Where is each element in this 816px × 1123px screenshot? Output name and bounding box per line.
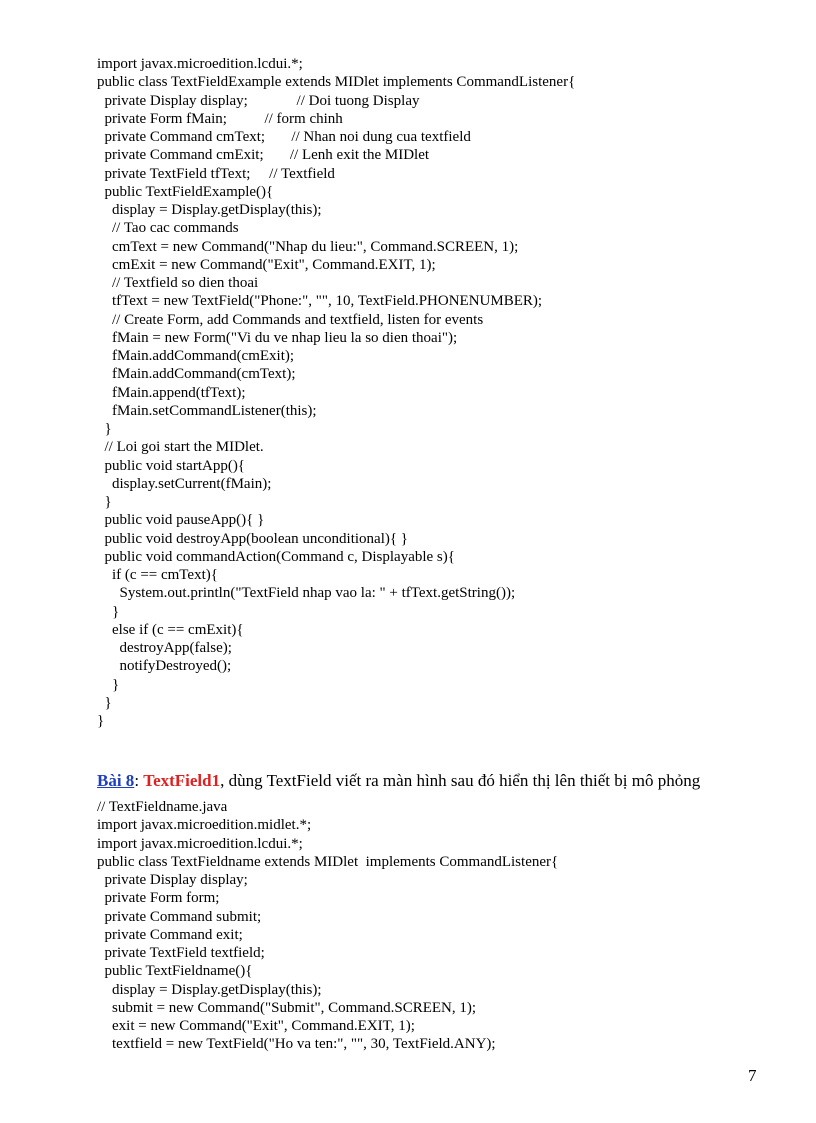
- code-line: public void commandAction(Command c, Displayable s){: [97, 548, 455, 565]
- code-line: submit = new Command("Submit", Command.SCREEN, 1);: [97, 999, 477, 1016]
- code-line: fMain.append(tfText);: [97, 384, 246, 401]
- code-line: // Textfield so dien thoai: [97, 275, 259, 291]
- code-line: private Command cmExit; // Lenh exit the MIDlet: [97, 147, 430, 164]
- code-line: private Display display;: [97, 872, 248, 888]
- code-line: // Create Form, add Commands and textfield, listen for events: [97, 311, 484, 328]
- code-line: public TextFieldname(){: [97, 963, 253, 980]
- code-line: import javax.microedition.lcdui.*;: [97, 835, 303, 852]
- code-line: if (c == cmText){: [97, 567, 218, 583]
- code-line: private Command submit;: [97, 908, 262, 925]
- exercise-description: , dùng TextField viết ra màn hình sau đó hiển thị lên thiết bị mô phỏng: [220, 771, 701, 790]
- code-block-1: [97, 55, 787, 730]
- code-line: fMain.addCommand(cmText);: [97, 366, 296, 383]
- code-line: // Loi goi start the MIDlet.: [97, 439, 264, 456]
- code-line: public void pauseApp(){ }: [97, 512, 265, 529]
- code-block-2: [97, 798, 787, 1054]
- code-line: textfield = new TextField("Ho va ten:", "", 30, TextField.ANY);: [97, 1036, 496, 1053]
- code-line: tfText = new TextField("Phone:", "", 10, TextField.PHONENUMBER);: [97, 293, 543, 310]
- code-line: System.out.println("TextField nhap vao la: " + tfText.getString());: [97, 585, 516, 602]
- code-line: public class TextFieldname extends MIDlet implements CommandListener{: [97, 853, 559, 870]
- code-line: // TextFieldname.java: [97, 799, 228, 815]
- code-line: display.setCurrent(fMain);: [97, 475, 272, 492]
- code-line: }: [97, 713, 105, 729]
- code-line: else if (c == cmExit){: [97, 621, 244, 638]
- code-line: display = Display.getDisplay(this);: [97, 981, 322, 998]
- code-line: public TextFieldExample(){: [97, 183, 274, 200]
- exercise-title: TextField1: [143, 771, 221, 790]
- code-line: fMain.addCommand(cmExit);: [97, 348, 295, 364]
- code-line: // Tao cac commands: [97, 220, 239, 237]
- code-line: fMain = new Form("Vi du ve nhap lieu la so dien thoai");: [97, 329, 458, 346]
- exercise-link[interactable]: Bài 8: [97, 771, 135, 790]
- exercise-heading: [97, 770, 700, 792]
- code-line: import javax.microedition.midlet.*;: [97, 817, 312, 834]
- code-line: }: [97, 603, 120, 620]
- code-line: notifyDestroyed();: [97, 658, 232, 675]
- code-line: public class TextFieldExample extends MIDlet implements CommandListener{: [97, 74, 576, 91]
- code-line: }: [97, 421, 112, 437]
- heading-separator: :: [134, 771, 144, 790]
- code-line: private Command exit;: [97, 926, 243, 943]
- page-number: 7: [748, 1066, 757, 1085]
- code-line: display = Display.getDisplay(this);: [97, 202, 322, 218]
- code-line: private Form fMain; // form chinh: [97, 110, 343, 127]
- code-line: exit = new Command("Exit", Command.EXIT, 1);: [97, 1018, 415, 1034]
- code-line: destroyApp(false);: [97, 640, 232, 656]
- code-line: private TextField tfText; // Textfield: [97, 165, 335, 182]
- code-line: public void startApp(){: [97, 457, 246, 474]
- code-line: fMain.setCommandListener(this);: [97, 402, 317, 419]
- code-line: cmText = new Command("Nhap du lieu:", Command.SCREEN, 1);: [97, 238, 519, 255]
- code-line: }: [97, 494, 112, 510]
- code-line: private Command cmText; // Nhan noi dung cua textfield: [97, 129, 471, 145]
- code-line: private Display display; // Doi tuong Display: [97, 92, 420, 109]
- code-line: import javax.microedition.lcdui.*;: [97, 56, 303, 72]
- code-line: cmExit = new Command("Exit", Command.EXIT, 1);: [97, 256, 436, 273]
- code-line: }: [97, 676, 120, 693]
- code-line: private TextField textfield;: [97, 945, 265, 961]
- code-line: public void destroyApp(boolean unconditional){ }: [97, 530, 409, 547]
- code-line: private Form form;: [97, 890, 220, 907]
- code-line: }: [97, 694, 112, 711]
